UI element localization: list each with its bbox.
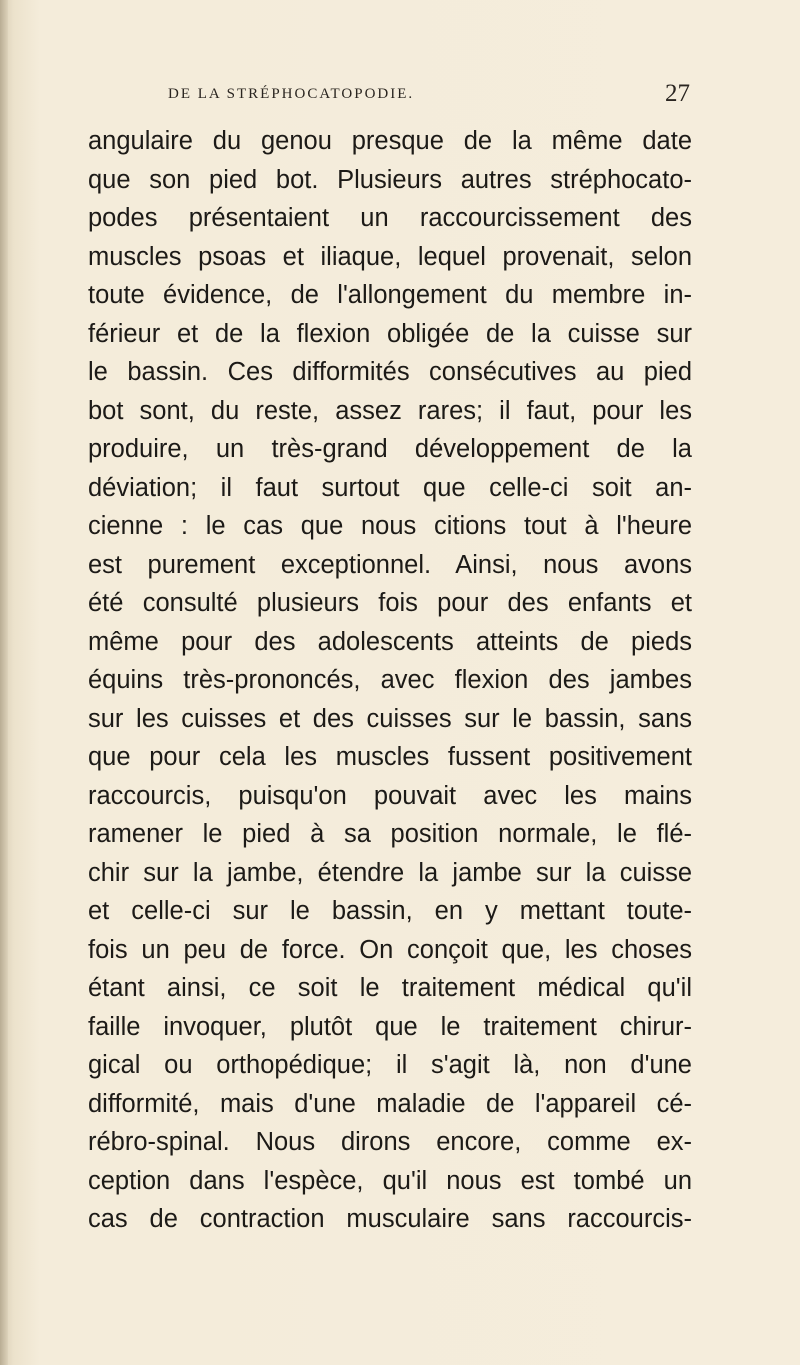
text-line-28: ception dans l'espèce, qu'il nous est tombé un xyxy=(88,1166,692,1195)
text-line-7: le bassin. Ces difformités consécutives au pied xyxy=(88,358,692,386)
text-line-14: même pour des adolescents atteints de pieds xyxy=(88,627,692,656)
text-line-10: déviation; il faut surtout que celle-ci soit an- xyxy=(88,473,692,502)
text-line-12: est purement exceptionnel. Ainsi, nous avons xyxy=(88,550,692,579)
text-line-9: produire, un très-grand développement de la xyxy=(88,435,692,463)
text-line-11: cienne : le cas que nous citions tout à l'heure xyxy=(88,512,692,540)
text-line-26: difformité, mais d'une maladie de l'appareil cé- xyxy=(88,1089,692,1118)
text-line-23: étant ainsi, ce soit le traitement médical qu'il xyxy=(88,974,692,1002)
text-line-15: équins très-prononcés, avec flexion des jambes xyxy=(88,666,692,694)
text-line-2: que son pied bot. Plusieurs autres stréphocato- xyxy=(88,165,692,194)
page-number: 27 xyxy=(665,80,690,107)
text-line-27: rébro-spinal. Nous dirons encore, comme ex- xyxy=(88,1128,692,1156)
text-line-6: férieur et de la flexion obligée de la cuisse sur xyxy=(88,319,692,348)
text-line-13: été consulté plusieurs fois pour des enfants et xyxy=(88,589,692,617)
text-line-20: chir sur la jambe, étendre la jambe sur la cuisse xyxy=(88,858,692,887)
text-line-19: ramener le pied à sa position normale, le flé- xyxy=(88,820,692,848)
page-binding-edge xyxy=(0,0,8,1365)
text-line-3: podes présentaient un raccourcissement des xyxy=(88,204,692,232)
running-title: DE LA STRÉPHOCATOPODIE. xyxy=(168,86,415,102)
text-line-4: muscles psoas et iliaque, lequel provenait, selon xyxy=(88,242,692,271)
text-line-5: toute évidence, de l'allongement du membre in- xyxy=(88,281,692,309)
text-line-29: cas de contraction musculaire sans raccourcis- xyxy=(88,1205,692,1233)
text-line-17: que pour cela les muscles fussent positivement xyxy=(88,743,692,771)
running-head xyxy=(168,80,690,112)
body-text xyxy=(88,122,692,1239)
text-line-22: fois un peu de force. On conçoit que, les choses xyxy=(88,935,692,964)
text-line-24: faille invoquer, plutôt que le traitement chirur- xyxy=(88,1012,692,1041)
text-line-16: sur les cuisses et des cuisses sur le bassin, sans xyxy=(88,704,692,733)
text-line-25: gical ou orthopédique; il s'agit là, non d'une xyxy=(88,1051,692,1079)
text-line-1: angulaire du genou presque de la même date xyxy=(88,127,692,155)
text-line-8: bot sont, du reste, assez rares; il faut, pour les xyxy=(88,396,692,425)
text-line-18: raccourcis, puisqu'on pouvait avec les mains xyxy=(88,781,692,810)
text-line-21: et celle-ci sur le bassin, en y mettant toute- xyxy=(88,897,692,925)
